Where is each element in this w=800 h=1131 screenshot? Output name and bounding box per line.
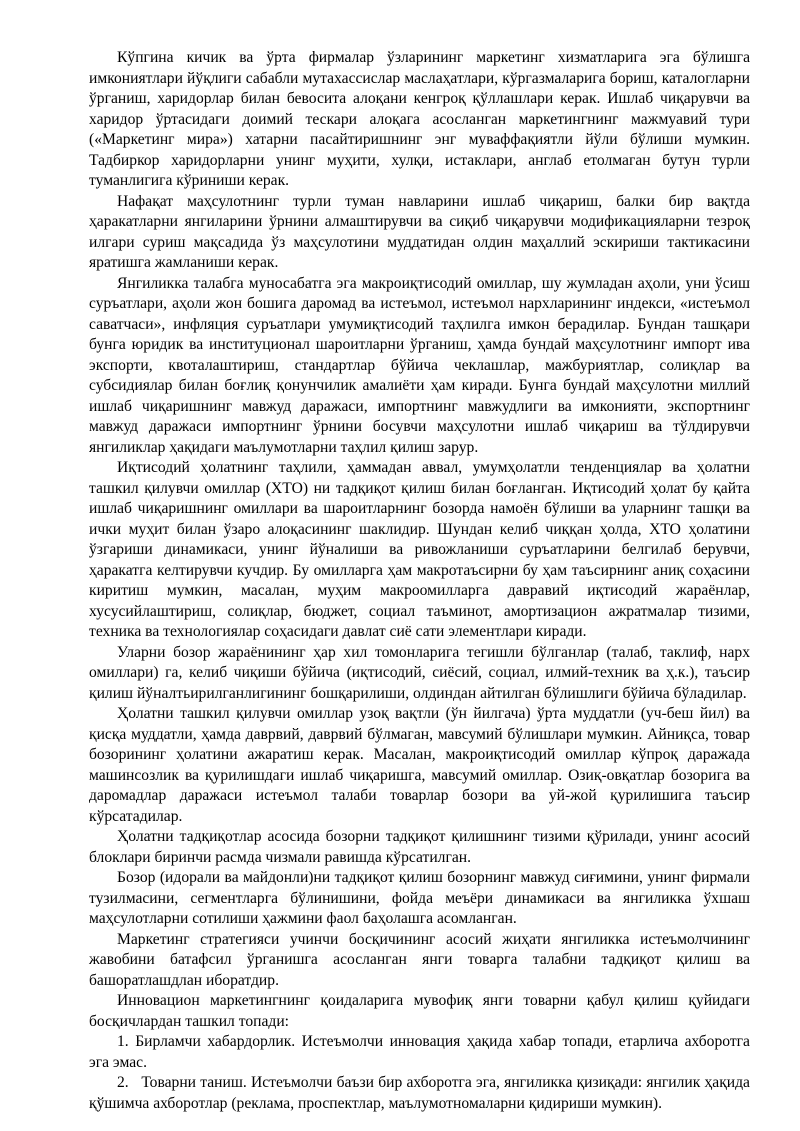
paragraph-6: Ҳолатни ташкил қилувчи омиллар узоқ вақтли (ўн йилгача) ўрта муддатли (уч-беш йил) ва қисқа муддатли, ҳамда даврвий, даврвий бўлмаган, мавсумий бўлишлари мумкин. Айниқса, товар бозорининг ҳолатини ажаратиш керак. Масалан, макроиқтисодий омиллар кўпроқ даражада машинсозлик ва қурилишдаги ишлаб чиқаришга, мавсумий омиллар. Озиқ-овқатлар бозорига ва даромадлар даражаси истеъмол талаби товарлар бозори ва уй-жой қурилишига таъсир кўрсатадилар. <box>89 705 750 825</box>
list-item-1 <box>89 1032 750 1073</box>
list-item-text: Бирламчи хабардорлик. Истеъмолчи инновация ҳақида хабар топади, етарлича ахборотга эга эмас. <box>89 1033 750 1071</box>
paragraph-10: Инновацион маркетингнинг қоидаларига мувофиқ янги товарни қабул қилиш қуйидаги босқичлардан ташкил топади: <box>89 992 750 1030</box>
paragraph-4: Иқтисодий ҳолатнинг таҳлили, ҳаммадан аввал, умумҳолатли тенденциялар ва ҳолатни ташкил қилувчи омиллар (ХТО) ни тадқиқот қилиш билан боғланган. Иқтисодий ҳолат бу қайта ишлаб чиқаришнинг омиллари ва шароитларнинг бозорда намоён бўлиши ва уларнинг ташқи ва ички муҳит билан ўзаро алоқасининг шаклидир. Шундан келиб чиққан ҳолда, ХТО ҳолатини ўзгариши динамикаси, унинг йўналиши ва ривожланиши суръатларини белгилаб берувчи, ҳаракатга келтирувчи кучдир. Бу омилларга ҳам макротаъсирни бу ҳам таъсирнинг аниқ соҳасини киритиш мумкин, масалан, муҳим макроомилларга давравий иқтисодий жараёнлар, хусусийлаштириш, солиқлар, бюджет, социал таъминот, амортизацион ажратмалар тизими, техника ва технологиялар соҳасидаги давлат сиё сати элементлари киради. <box>89 459 750 640</box>
list-item-number: 1. <box>117 1033 129 1050</box>
list-item-text: Товарни таниш. Истеъмолчи баъзи бир ахборотга эга, янгиликка қизиқади: янгилик ҳақида қўшимча ахборотлар (реклама, проспектлар, маълумотномаларни қидириши мумкин). <box>89 1074 750 1112</box>
paragraph-3: Янгиликка талабга муносабатга эга макроиқтисодий омиллар, шу жумладан аҳоли, уни ўсиш суръатлари, аҳоли жон бошига даромад ва истеъмол, истеъмол нархларининг индекси, «истеъмол саватчаси», инфляция суръатлари умумиқтисодий таҳлилга имкон берадилар. Бундан ташқари бунга юридик ва институционал шароитларни ўрганиш, ҳамда бундай маҳсулотнинг импорт ива экспорти, квоталаштириш, стандартлар бўйича чеклашлар, мажбуриятлар, солиқлар ва субсидиялар билан боғлиқ қонунчилик амалиёти ҳам киради. Бунга бундай маҳсулотни миллий ишлаб чиқаришнинг мавжуд даражаси, импортнинг мавжудлиги ва имконияти, экспортнинг мавжуд даражаси импортнинг ўрнини босувчи маҳсулотни ишлаб чиқариш ва тўлдирувчи янгиликлар ҳақидаги маълумотларни таҳлил қилиш зарур. <box>89 274 750 456</box>
paragraph-1: Кўпгина кичик ва ўрта фирмалар ўзларининг маркетинг хизматларига эга бўлишга имкониятлари йўқлиги сабабли мутахассислар маслаҳатлари, кўргазмаларига бориш, каталогларни ўрганиш, харидорлар билан бевосита алоқани кенгроқ қўллашлари керак. Ишлаб чиқарувчи ва харидор ўртасидаги доимий тескари алоқага асосланган маркетингнинг мажмуавий тури («Маркетинг мира») хатарни пасайтиришнинг энг муваффақиятли йўли бўлиши мумкин. Тадбиркор харидорларни унинг муҳити, хулқи, истаклари, англаб етолмаган бутун турли туманлигига кўриниши керак. <box>89 49 750 189</box>
paragraph-7: Ҳолатни тадқиқотлар асосида бозорни тадқиқот қилишнинг тизими қўрилади, унинг асосий блоклари биринчи расмда чизмали равишда кўрсатилган. <box>89 828 750 866</box>
paragraph-2: Нафақат маҳсулотнинг турли туман навларини ишлаб чиқариш, балки бир вақтда ҳаракатларни янгиларини ўрнини алмаштирувчи ва сиқиб чиқарувчи модификацияларни тезроқ илгари суриш мақсадида ўз маҳсулотини муддатидан олдин маҳаллий эскириши тактикасини яратишга жамланиши керак. <box>89 192 750 271</box>
paragraph-8: Бозор (идорали ва майдонли)ни тадқиқот қилиш бозорнинг мавжуд сиғимини, унинг фирмали тузилмасини, сегментларга бўлинишини, фойда меъёри динамикаси ва янгиликка ўхшаш маҳсулотларни сотилиши ҳажмини фаол баҳолашга асомланган. <box>89 869 750 927</box>
paragraph-9: Маркетинг стратегияси учинчи босқичининг асосий жиҳати янгиликка истеъмолчининг жавобини батафсил ўрганишга асосланган янги товарга талабни тадқиқот қилиш ва башоратлашдлан иборатдир. <box>89 930 750 989</box>
list-item-2 <box>89 1073 750 1114</box>
list-item-number: 2. <box>117 1074 129 1091</box>
paragraph-5: Уларни бозор жараёнининг ҳар хил томонларига тегишли бўлганлар (талаб, таклиф, нарх омиллари) га, келиб чиқиши бўйича (иқтисодий, сиёсий, социал, илмий-техник ва ҳ.к.), таъсир қилиш йўналтьирилганлигининг бошқарилиши, олдиндан айтилган бўлишлиги бўйича бўладилар. <box>89 643 750 702</box>
